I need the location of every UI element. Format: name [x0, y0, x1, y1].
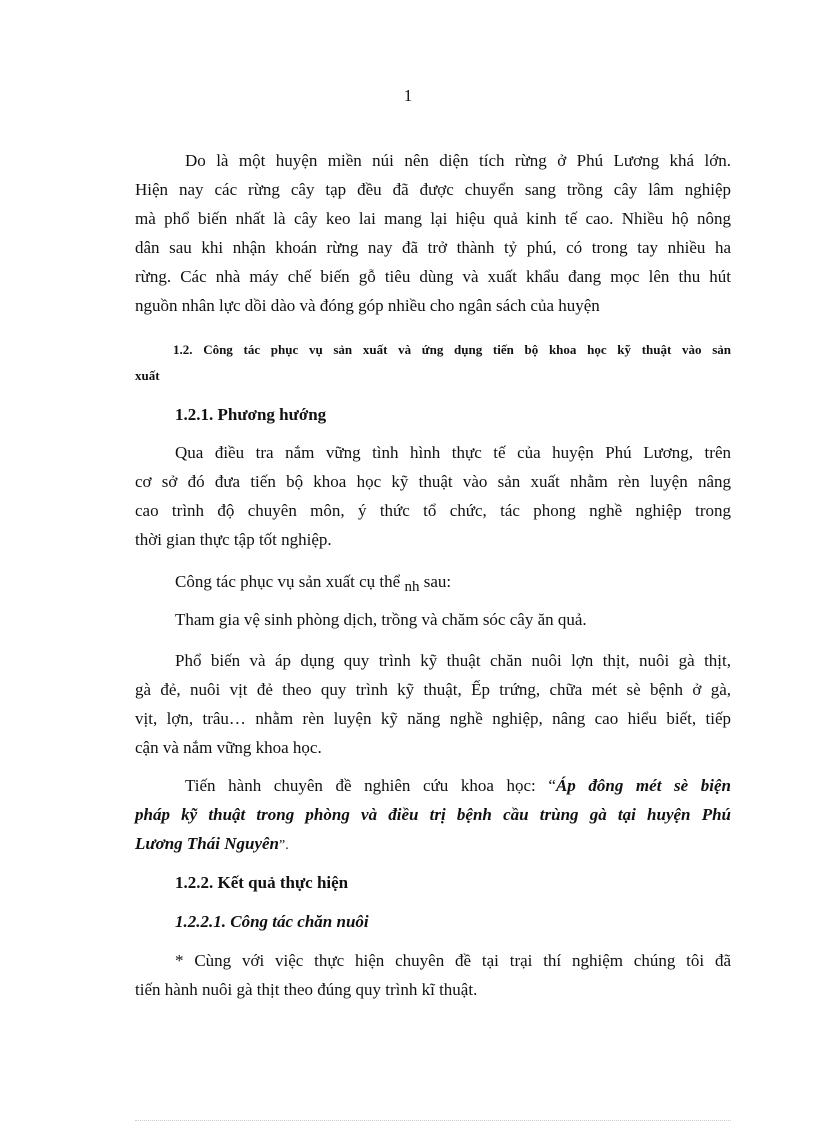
topic-title: pháp kỹ thuật trong phòng và điều trị bệnh cầu trùng gà tại huyện Phú	[135, 805, 731, 824]
text-line: xuất	[135, 368, 160, 383]
page-number: 1	[403, 86, 413, 105]
text-line: tiến hành nuôi gà thịt theo đúng quy trình kĩ thuật.	[135, 980, 478, 999]
topic-title: Lương Thái Nguyên	[135, 834, 279, 853]
paragraph-research-topic	[135, 771, 731, 860]
heading-1-2-2-1: 1.2.2.1. Công tác chăn nuôi	[175, 912, 369, 931]
text-line: Do là một huyện miền núi nên diện tích rừng ở Phú Lương khá lớn.	[185, 151, 731, 170]
paragraph-participation: Tham gia vệ sinh phòng dịch, trồng và chăm sóc cây ăn quả.	[175, 610, 587, 629]
topic-title: Áp đông mét sè biện	[555, 776, 732, 795]
text-line: cơ sở đó đưa tiến bộ khoa học kỹ thuật vào sản xuất nhằm rèn luyện nâng	[135, 472, 731, 491]
text-line	[135, 771, 731, 800]
text-line: cao trình độ chuyên môn, ý thức tổ chức, tác phong nghề nghiệp trong	[135, 501, 731, 520]
text-line: Phổ biến và áp dụng quy trình kỹ thuật chăn nuôi lợn thịt, nuôi gà thịt,	[175, 651, 731, 670]
heading-1-2-1: 1.2.1. Phương hướng	[175, 405, 327, 424]
text-segment: sau:	[419, 572, 452, 591]
paragraph-dissemination	[135, 646, 731, 762]
paragraph-intro	[135, 146, 731, 320]
page-bottom-divider	[135, 1120, 731, 1121]
text-segment: Tiến hành chuyên đề nghiên cứu khoa học: “	[185, 776, 556, 795]
paragraph-livestock	[135, 946, 731, 1004]
paragraph-service	[135, 567, 731, 598]
text-line: vịt, lợn, trâu… nhằm rèn luyện kỹ năng nghề nghiệp, nâng cao hiểu biết, tiếp	[135, 709, 731, 728]
text-segment: Công tác phục vụ sản xuất cụ thể	[175, 572, 405, 591]
text-line: * Cùng với việc thực hiện chuyên đề tại trại thí nghiệm chúng tôi đã	[175, 951, 731, 970]
text-line: Qua điều tra nắm vững tình hình thực tế của huyện Phú Lương, trên	[175, 443, 731, 462]
text-line: mà phổ biến nhất là cây keo lai mang lại hiệu quả kinh tế cao. Nhiều hộ nông	[135, 209, 731, 228]
text-segment: ”.	[279, 838, 289, 853]
text-line: rừng. Các nhà máy chế biến gỗ tiêu dùng và xuất khẩu đang mọc lên thu hút	[135, 267, 731, 286]
text-line: thời gian thực tập tốt nghiệp.	[135, 530, 332, 549]
text-line: dân sau khi nhận khoán rừng nay đã trở thành tỷ phú, có trong tay nhiều ha	[135, 238, 731, 257]
paragraph-direction	[135, 438, 731, 554]
text-line	[135, 829, 731, 860]
text-segment: nh	[404, 579, 420, 595]
text-line: Hiện nay các rừng cây tạp đều đã được chuyển sang trồng cây lâm nghiệp	[135, 180, 731, 199]
text-line: 1.2. Công tác phục vụ sản xuất và ứng dụng tiến bộ khoa học kỹ thuật vào sản	[173, 342, 731, 357]
heading-1-2-2: 1.2.2. Kết quả thực hiện	[175, 873, 349, 892]
section-heading-1-2	[135, 337, 731, 389]
text-line: cận và nắm vững khoa học.	[135, 738, 322, 757]
text-line: gà đẻ, nuôi vịt đẻ theo quy trình kỹ thuật, Ếp trứng, chữa mét sè bệnh ở gà,	[135, 680, 731, 699]
text-line: nguồn nhân lực dồi dào và đóng góp nhiều cho ngân sách của huyện	[135, 296, 600, 315]
